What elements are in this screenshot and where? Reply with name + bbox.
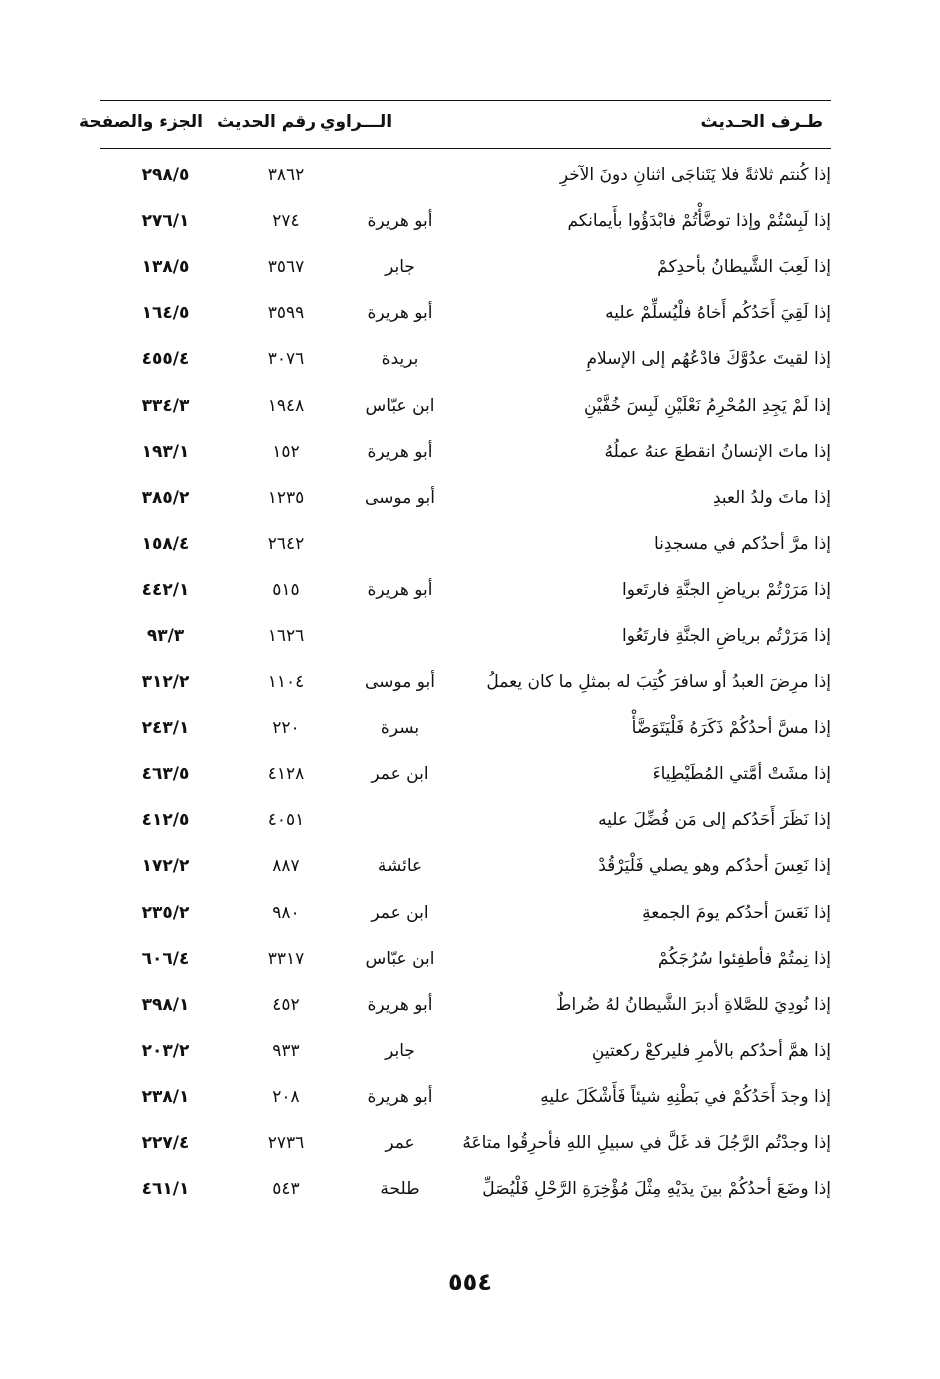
- table-row: [100, 705, 831, 751]
- narrator-name: جابر: [385, 1040, 415, 1061]
- table-row: [100, 890, 831, 936]
- volume-page: ٣٣٤/٣: [141, 395, 190, 416]
- narrator-name: [341, 521, 459, 567]
- header-narrator: الـــراوي: [319, 112, 393, 132]
- hadith-text: إذا نَعَسَ أحدُكم يومَ الجمعةِ: [642, 902, 831, 923]
- hadith-text: إذا وضَعَ أحدُكُمْ بينَ يدَيْهِ مِثْلَ مُؤْخِرَةِ الرَّحْلِ فَلْيُصَلِّ: [482, 1179, 831, 1200]
- narrator-name: [341, 152, 459, 198]
- hadith-number: ٣٨٦٢: [267, 165, 305, 186]
- hadith-number: ٣٥٩٩: [267, 303, 305, 324]
- volume-page: ٤١٢/٥: [141, 810, 190, 831]
- volume-page: ٤٦٣/٥: [141, 764, 190, 785]
- hadith-text: إذا ماتَ ولدُ العبدِ: [713, 487, 831, 508]
- table-row: [100, 244, 831, 290]
- hadith-text: إذا لقيتَ عدُوَّكَ فادْعُهُم إلى الإسلامِ: [586, 349, 831, 370]
- narrator-name: عمر: [385, 1133, 415, 1154]
- hadith-number: ٢٢٠: [272, 718, 300, 739]
- narrator-name: أبو هريرة: [367, 441, 433, 462]
- narrator-name: أبو هريرة: [367, 211, 433, 232]
- narrator-name: بسرة: [380, 718, 420, 739]
- hadith-number: ٣٠٧٦: [267, 349, 305, 370]
- narrator-name: ابن عبّاس: [365, 395, 435, 416]
- hadith-text: إذا همَّ أحدُكم بالأمرِ فليركعْ ركعتينِ: [591, 1040, 831, 1061]
- table-row: [100, 843, 831, 889]
- volume-page: ٤٤٢/١: [141, 579, 190, 600]
- hadith-number: ٩٣٣: [272, 1040, 300, 1061]
- hadith-number: ١١٠٤: [267, 672, 305, 693]
- hadith-number: ١٩٤٨: [267, 395, 305, 416]
- hadith-text: إذا وجدَ أَحَدُكُمْ في بَطْنِهِ شيئاً فَأَشْكَلَ عليهِ: [540, 1086, 831, 1107]
- table-row: [100, 429, 831, 475]
- table-row: [100, 982, 831, 1028]
- hadith-text: إذا نَظَرَ أَحَدُكم إلى مَن فُضِّلَ عليه: [598, 810, 831, 831]
- hadith-number: ٢٠٨: [272, 1086, 300, 1107]
- narrator-name: أبو هريرة: [367, 303, 433, 324]
- narrator-name: طلحة: [380, 1179, 420, 1200]
- hadith-text: إذا وجدْتُم الرَّجُلَ قد غَلَّ في سبيلِ اللهِ فأحرِقُوا متاعَهُ: [462, 1133, 831, 1154]
- hadith-text: إذا لَعِبَ الشَّيطانُ بأحدِكمْ: [657, 257, 831, 278]
- hadith-number: ١٥٢: [272, 441, 300, 462]
- volume-page: ٣٩٨/١: [141, 994, 190, 1015]
- table-row: [100, 659, 831, 705]
- hadith-number: ٨٨٧: [272, 856, 300, 877]
- volume-page: ٤٦١/١: [141, 1179, 190, 1200]
- table-row: [100, 797, 831, 843]
- hadith-text: إذا مسَّ أحدُكُمْ ذَكَرَهُ فَلْيَتَوَضَّأْ: [631, 718, 831, 739]
- table-row: [100, 336, 831, 382]
- table-row: [100, 613, 831, 659]
- volume-page: ١٧٢/٢: [141, 856, 190, 877]
- volume-page: ١٦٤/٥: [141, 303, 190, 324]
- table-row: [100, 382, 831, 428]
- hadith-text: إذا مشَتْ أمَّتي المُطَيْطِياءَ: [652, 764, 831, 785]
- volume-page: ٢٩٨/٥: [141, 165, 190, 186]
- table-row: [100, 198, 831, 244]
- hadith-text: إذا لَمْ يَجِدِ المُحْرِمُ نَعْلَيْنِ لَبِسَ خُفَّيْنِ: [584, 395, 831, 416]
- table-row: [100, 152, 831, 198]
- volume-page: ٣١٢/٢: [141, 672, 190, 693]
- table-row: [100, 1120, 831, 1166]
- volume-page: ٢٢٧/٤: [141, 1133, 190, 1154]
- table-row: [100, 567, 831, 613]
- narrator-name: بريدة: [381, 349, 419, 370]
- hadith-number: ٤١٢٨: [267, 764, 305, 785]
- hadith-index-table: [100, 152, 831, 1212]
- volume-page: ٢٧٦/١: [141, 211, 190, 232]
- hadith-text: إذا مَرَرْتُمْ برياضِ الجنَّةِ فارتَعوا: [621, 579, 831, 600]
- narrator-name: أبو موسى: [365, 672, 435, 693]
- hadith-text: إذا مرَّ أحدُكم في مسجدِنا: [653, 533, 831, 554]
- volume-page: ٩٣/٣: [146, 625, 185, 646]
- volume-page: ٢٣٨/١: [141, 1086, 190, 1107]
- hadith-text: إذا ماتَ الإنسانُ انقطعَ عنهُ عملُهُ: [604, 441, 831, 462]
- volume-page: ١٩٣/١: [141, 441, 190, 462]
- table-row: [100, 521, 831, 567]
- narrator-name: أبو هريرة: [367, 1086, 433, 1107]
- table-row: [100, 1028, 831, 1074]
- volume-page: ١٣٨/٥: [141, 257, 190, 278]
- hadith-text: إذا كُنتم ثلاثةً فلا يَتَناجَى اثنانِ دونَ الآخرِ: [559, 165, 831, 186]
- header-hadith-number: رقم الحديث: [217, 112, 316, 132]
- hadith-number: ٥١٥: [272, 579, 300, 600]
- page-number: ٥٥٤: [448, 1268, 492, 1296]
- narrator-name: جابر: [385, 257, 415, 278]
- table-row: [100, 751, 831, 797]
- volume-page: ٢٤٣/١: [141, 718, 190, 739]
- volume-page: ٢٣٥/٢: [141, 902, 190, 923]
- hadith-text: إذا نَعِسَ أحدُكم وهو يصلي فَلْيَرْقُدْ: [598, 856, 831, 877]
- narrator-name: [341, 797, 459, 843]
- hadith-number: ٥٤٣: [272, 1179, 300, 1200]
- narrator-name: ابن عبّاس: [365, 948, 435, 969]
- volume-page: ٣٨٥/٢: [141, 487, 190, 508]
- narrator-name: أبو موسى: [365, 487, 435, 508]
- hadith-number: ٣٥٦٧: [267, 257, 305, 278]
- hadith-number: ٤٠٥١: [267, 810, 305, 831]
- hadith-number: ٢٦٤٢: [267, 533, 305, 554]
- hadith-number: ٤٥٢: [272, 994, 300, 1015]
- narrator-name: ابن عمر: [371, 902, 429, 923]
- top-rule: [100, 100, 831, 101]
- hadith-number: ١٢٣٥: [267, 487, 305, 508]
- header-rule: [100, 148, 831, 149]
- volume-page: ٢٠٣/٢: [141, 1040, 190, 1061]
- hadith-number: ٢٧٣٦: [267, 1133, 305, 1154]
- table-row: [100, 936, 831, 982]
- narrator-name: عائشة: [377, 856, 423, 877]
- hadith-text: إذا نُودِيَ للصَّلاةِ أدبرَ الشَّيطانُ لهُ ضُراطٌ: [555, 994, 831, 1015]
- narrator-name: أبو هريرة: [367, 579, 433, 600]
- hadith-text: إذا نِمتُمْ فأطفِئوا سُرُجَكُمْ: [657, 948, 831, 969]
- table-header: [79, 112, 831, 144]
- hadith-number: ٣٣١٧: [267, 948, 305, 969]
- narrator-name: أبو هريرة: [367, 994, 433, 1015]
- hadith-number: ٩٨٠: [272, 902, 300, 923]
- table-body: [100, 152, 831, 1212]
- hadith-text: إذا مرِضَ العبدُ أو سافرَ كُتِبَ له بمثلِ ما كان يعملُ: [486, 672, 831, 693]
- volume-page: ٤٥٥/٤: [141, 349, 190, 370]
- hadith-text: إذا لَقِيَ أَحَدُكُم أَخاهُ فلْيُسلِّمْ عليه: [605, 303, 831, 324]
- narrator-name: ابن عمر: [371, 764, 429, 785]
- hadith-number: ١٦٢٦: [267, 625, 305, 646]
- table-row: [100, 1074, 831, 1120]
- hadith-number: ٢٧٤: [272, 211, 300, 232]
- narrator-name: [341, 613, 459, 659]
- volume-page: ٦٠٦/٤: [141, 948, 190, 969]
- table-row: [100, 1166, 831, 1212]
- table-row: [100, 475, 831, 521]
- volume-page: ١٥٨/٤: [141, 533, 190, 554]
- header-hadith-text: طـرف الحـديث: [700, 112, 823, 132]
- table-row: [100, 290, 831, 336]
- hadith-text: إذا مَرَرْتُم برياضِ الجنَّةِ فارتَعُوا: [621, 625, 831, 646]
- header-volume-page: الجزء والصفحة: [79, 112, 203, 132]
- hadith-text: إذا لَبِسْتُمْ وإذا توضَّأْتُمْ فابْدَؤُوا بأَيمانكم: [567, 211, 831, 232]
